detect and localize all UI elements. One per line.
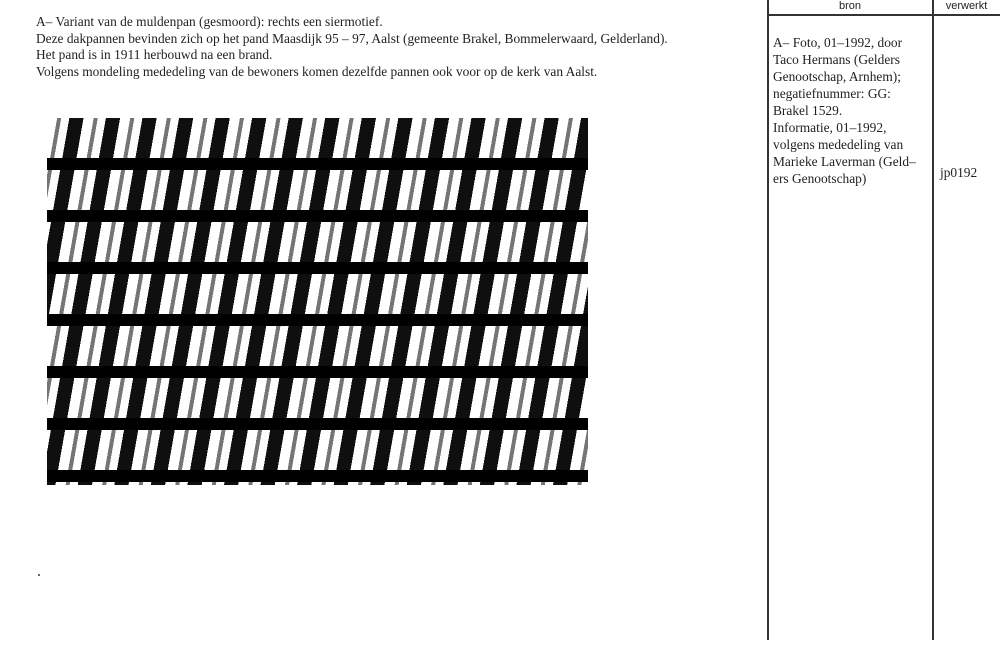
bron-line: Marieke Laverman (Geld– <box>773 154 916 169</box>
bron-line: Informatie, 01–1992, <box>773 120 887 135</box>
bron-line: Brakel 1529. <box>773 103 843 118</box>
description-line: Het pand is in 1911 herbouwd na een brand. <box>36 47 273 62</box>
bron-line: A– Foto, 01–1992, door <box>773 35 903 50</box>
bron-line: Genootschap, Arnhem); <box>773 69 901 84</box>
description-line: Deze dakpannen bevinden zich op het pand Maasdijk 95 – 97, Aalst (gemeente Brakel, Bommelerwaard, Gelderland). <box>36 30 668 46</box>
description-text <box>36 14 668 80</box>
bron-line: Taco Hermans (Gelders <box>773 52 900 67</box>
description-line: A– Variant van de muldenpan (gesmoord): rechts een siermotief. <box>36 14 383 29</box>
bron-line: volgens mededeling van <box>773 137 904 152</box>
header-divider <box>767 14 1000 16</box>
bron-line: ers Genootschap) <box>773 171 867 186</box>
header-verwerkt: verwerkt <box>945 0 988 12</box>
verwerkt-cell: jp0192 <box>940 165 978 180</box>
header-bron: bron <box>838 0 862 12</box>
column-divider <box>767 0 769 640</box>
bron-line: negatiefnummer: GG: <box>773 86 891 101</box>
scan-speck <box>38 574 40 576</box>
bron-cell <box>773 34 933 187</box>
roof-tiles-photo <box>47 118 588 485</box>
description-line: Volgens mondeling mededeling van de bewoners komen dezelfde pannen ook voor op de kerk van Aalst. <box>36 63 598 79</box>
